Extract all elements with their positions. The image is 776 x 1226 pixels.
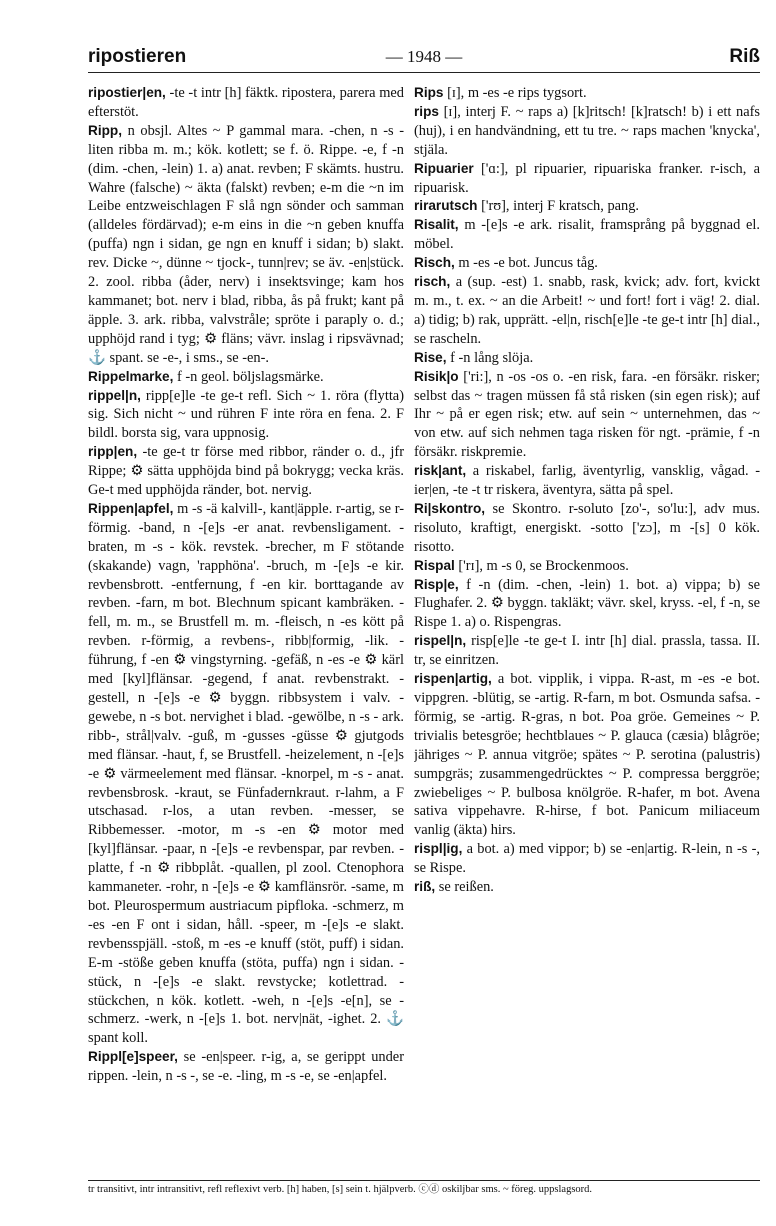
entry-headword: Rippl[e]speer, — [88, 1049, 178, 1065]
entry-text: ripp[e]le -te ge-t refl. Sich ~ 1. röra (flytta) sig. Sich nicht ~ und rühren F inte röra en fena. 2. F bildl. borsta sig, vara uppnosig. — [88, 387, 404, 442]
page-number: — 1948 — — [385, 47, 463, 66]
entry-headword: rispen|artig, — [414, 671, 492, 687]
dictionary-entry — [88, 368, 404, 387]
dictionary-entry — [414, 576, 760, 633]
dictionary-entry — [88, 1048, 404, 1086]
entry-headword: Risch, — [414, 255, 455, 271]
entry-text: -te ge-t tr förse med ribbor, ränder o. d., jfr Rippe; ⚙ sätta upphöjda bind på bokrygg; vecka kräs. Ge-t med upphöjda ränder, bot. nervig. — [88, 444, 404, 499]
entry-text: n obsjl. Altes ~ P gammal mara. -chen, n -s - liten ribba m. m.; kök. kotlett; se f. ö. Rippe. -e, f -n (dim. -chen, -lein) 1. a) anat. revben; F skämts. hustru. Wahre (falsche) ~ äkta (falskt) revben; e-m die ~n im Leibe entzweischlagen F slå ngn sönder och samman (alldeles fördärvad); e-m eins in die ~n geben knuffa (puffa) ngn i sidan, ge ngn en knuff i sidan; b) slakt. rev. Dicke ~, dünne ~ tjock-, tunn|rev; se äv. -en|stück. 2. zool. ribba (åder, nerv) i insektsvinge; kam hos kammanet; bot. nerv i blad, ribba, ås på frukt; kant på äpple. 3. ark. ribba, valvstråle; spröte i paraply o. d.; upphöjd rand i tyg; ⚙ fläns; vävr. inslag i ripsvävnad; ⚓ spant. se -e-, i sms., se -en-. — [88, 122, 404, 366]
header-last-word: Riß — [729, 46, 760, 67]
dictionary-entry — [414, 84, 760, 103]
entry-headword: Rips — [414, 85, 444, 100]
header-first-word: ripostieren — [88, 46, 187, 67]
entry-headword: ripp|en, — [88, 444, 138, 460]
entry-text: f -n (dim. -chen, -lein) 1. bot. a) vippa; b) se Flughafer. 2. ⚙ byggn. takläkt; vävr. skel, kryss. -el, f -n, se Rispe 1. a) o. Rispengras. — [414, 576, 760, 631]
entry-text: ['rʊ], interj F kratsch, pang. — [477, 198, 640, 215]
entry-headword: rispl|ig, — [414, 841, 463, 857]
dictionary-entry — [414, 160, 760, 198]
entry-headword: rips — [414, 103, 439, 119]
dictionary-entry — [88, 84, 404, 122]
entry-headword: rispel|n, — [414, 633, 467, 649]
entry-headword: Ripp, — [88, 122, 122, 138]
dictionary-entry — [88, 443, 404, 500]
entry-headword: riß, — [414, 879, 436, 895]
entry-text: a bot. a) med vippor; b) se -en|artig. R-lein, n -s -, se Rispe. — [414, 841, 760, 877]
dictionary-entry — [414, 500, 760, 557]
dictionary-entry — [88, 500, 404, 1048]
dictionary-entry — [414, 216, 760, 254]
entry-text: se -en|speer. r-ig, a, se gerippt under rippen. -lein, n -s -, se -e. -ling, m -s -e, se -en|apfel. — [88, 1049, 404, 1085]
dictionary-entry — [414, 273, 760, 349]
entry-text: a bot. vipplik, i vippa. R-ast, m -es -e bot. vippgren. -blütig, se -artig. R-farn, m bot. Osmunda safsa. -förmig, se -artig. R-gras, n bot. Poa gröe. Gemeines ~ P. trivialis betesgröe; hechtblaues ~ P. glauca (cæsia) blågröe; jähriges ~ P. annua vitgröe; spätes ~ P. serotina (palustris) sumpgräs; zusammengedrücktes ~ P. compressa berggröe; zwiebeliges ~ P. bulbosa knölgröe. R-hafer, m bot. Avena sativa vippehavre. R-hirse, f bot. Panicum miliaceum vanlig (äkta) hirs. — [414, 671, 760, 839]
entry-text: f -n geol. böljslagsmärke. — [173, 368, 324, 385]
entry-headword: Ri|skontro, — [414, 500, 486, 516]
dictionary-entry — [414, 632, 760, 670]
entry-text: ['ɑ:], pl ripuarier, ripuariska franker. r-isch, a ripuarisk. — [414, 160, 760, 196]
entry-text: risp[e]le -te ge-t I. intr [h] dial. prassla, tassa. II. tr, se einritzen. — [414, 633, 760, 669]
entry-headword: Risp|e, — [414, 576, 459, 592]
entry-headword: risch, — [414, 274, 451, 290]
left-column — [88, 84, 404, 1172]
dictionary-entry — [88, 387, 404, 444]
dictionary-entry — [414, 349, 760, 368]
dictionary-entry — [414, 462, 760, 500]
entry-headword: Rippelmarke, — [88, 368, 174, 384]
dictionary-entry — [414, 197, 760, 216]
dictionary-entry — [414, 878, 760, 897]
entry-text: [ɪ], m -es -e rips tygsort. — [443, 85, 587, 101]
dictionary-entry — [414, 368, 760, 463]
dictionary-entry — [88, 122, 404, 368]
entry-text: m -s -ä kalvill-, kant|äpple. r-artig, se r-förmig. -band, n -[e]s -er anat. revbensligament. -braten, m -s - kök. revstek. -brecher, m F stötande (skakande) vagn, 'rapphöna'. -bruch, m -[e]s -e kir. revbensbrott. -entfernung, f -en kir. borttagande av revben. -farn, m bot. Blechnum spicant kambräken. -fell, m. m., se Brustfell m. m. -fleisch, n -es kött på revben. r-förmig, a revbens-, ribb|formig, -lik. -führung, f -en ⚙ vingstyrning. -gefäß, n -es -e ⚙ kärl med [kyl]flänsar. -gegend, f anat. revbenstrakt. -gestell, n -[e]s -e ⚙ byggn. ribbsystem i valv. -gewebe, n -s bot. nervighet i blad. -gewölbe, n -s - ark. ribb-, strål|valv. -guß, m -gusses -güsse ⚙ gjutgods med flänsar. -haut, f, se Brustfell. -heizelement, n -[e]s -e ⚙ värmeelement med flänsar. -knorpel, m -s - anat. revbensbrosk. -kraut, se Fünfadernkraut. r-lahm, a F utschasad. r-los, a utan revben. -messer, se Ribbemesser. -motor, m -s -en ⚙ motor med [kyl]flänsar. -paar, n -[e]s -e revbenspar, par revben. -platte, f -n ⚙ ribbplåt. -quallen, pl zool. Ctenophora kammaneter. -rohr, n -[e]s -e ⚙ kamflänsrör. -same, m bot. Pleurospermum austriacum pipfloka. -schmerz, m -es -en F ont i sidan, håll. -speer, m -[e]s -e slakt. revbensspjäll. -stoß, m -es -e knuff (stöt, puff) i sidan. E-m -stöße geben knuffa (stöta, puffa) ngn i sidan. -stück, n -[e]s -e slakt. revstycke; kotlettrad. -stückchen, n kök. kotlett. -weh, n -[e]s -e[n], se -schmerz. -werk, n -[e]s 1. bot. nerv|nät, -ighet. 2. ⚓ spant koll. — [88, 500, 404, 1047]
dictionary-entry — [414, 557, 760, 576]
dictionary-entry — [414, 670, 760, 840]
entry-headword: risk|ant, — [414, 463, 467, 479]
entry-text: [ɪ], interj F. ~ raps a) [k]ritsch! [k]ratsch! b) i ett nafs (huj), i en handvändning, ett tu tre. ~ raps machen 'knycka', stjäla. — [414, 103, 760, 158]
entry-text: a riskabel, farlig, äventyrlig, vansklig, vågad. -ier|en, -te -t tr riskera, äventyra, sätta på spel. — [414, 463, 760, 499]
page-header — [88, 44, 760, 73]
entry-headword: Risalit, — [414, 217, 459, 233]
entry-headword: ripostier|en, — [88, 85, 166, 100]
entry-headword: Rispal — [414, 557, 455, 573]
entry-text: m -es -e bot. Juncus tåg. — [454, 255, 598, 272]
entry-text: f -n lång slöja. — [446, 349, 534, 366]
entry-headword: rirarutsch — [414, 198, 478, 214]
entry-text: ['ri:], n -os -os o. -en risk, fara. -en försäkr. risker; selbst das ~ tragen müssen få stå risken (sin egen risk); auf Ihr ~ på er egen risk; etw. auf sein ~ unternehmen, das ~ von etw. auf sich nehmen taga risken för ngt. -prämie, f -n försäkr. riskpremie. — [414, 368, 760, 461]
entry-headword: Rippen|apfel, — [88, 500, 174, 516]
abbreviation-legend: tr transitivt, intr intransitivt, refl reflexivt verb. [h] haben, [s] sein t. hjälpverb. ⓒⓓ oskiljbar sms. ~ föreg. uppslagsord. — [88, 1180, 760, 1201]
entry-text: se Skontro. r-soluto [zo'-, so'lu:], adv mus. risoluto, kraftigt, energiskt. -sotto ['zɔ], m -[s] 0 kök. risotto. — [414, 500, 760, 555]
entry-text: -te -t intr [h] fäktk. ripostera, parera med efterstöt. — [88, 85, 404, 120]
entry-headword: rippel|n, — [88, 387, 141, 403]
entry-text: ['rɪ], m -s 0, se Brockenmoos. — [454, 557, 629, 574]
entry-text: se reißen. — [435, 879, 494, 896]
entry-headword: Risik|o — [414, 368, 459, 384]
right-column — [414, 84, 760, 1172]
entry-text: m -[e]s -e ark. risalit, framsprång på byggnad el. möbel. — [414, 217, 760, 253]
dictionary-entry — [414, 254, 760, 273]
dictionary-entry — [414, 103, 760, 160]
entry-headword: Ripuarier — [414, 160, 474, 176]
entry-headword: Rise, — [414, 349, 447, 365]
dictionary-entry — [414, 840, 760, 878]
entry-text: a (sup. -est) 1. snabb, rask, kvick; adv. fort, kvickt m. m., t. ex. ~ an die Arbeit! ~ und fort! fort i väg! 2. dial. a) tidig; b) rak, upprätt. -el|n, risch[e]le -te ge-t intr [h] dial., se rascheln. — [414, 274, 760, 347]
